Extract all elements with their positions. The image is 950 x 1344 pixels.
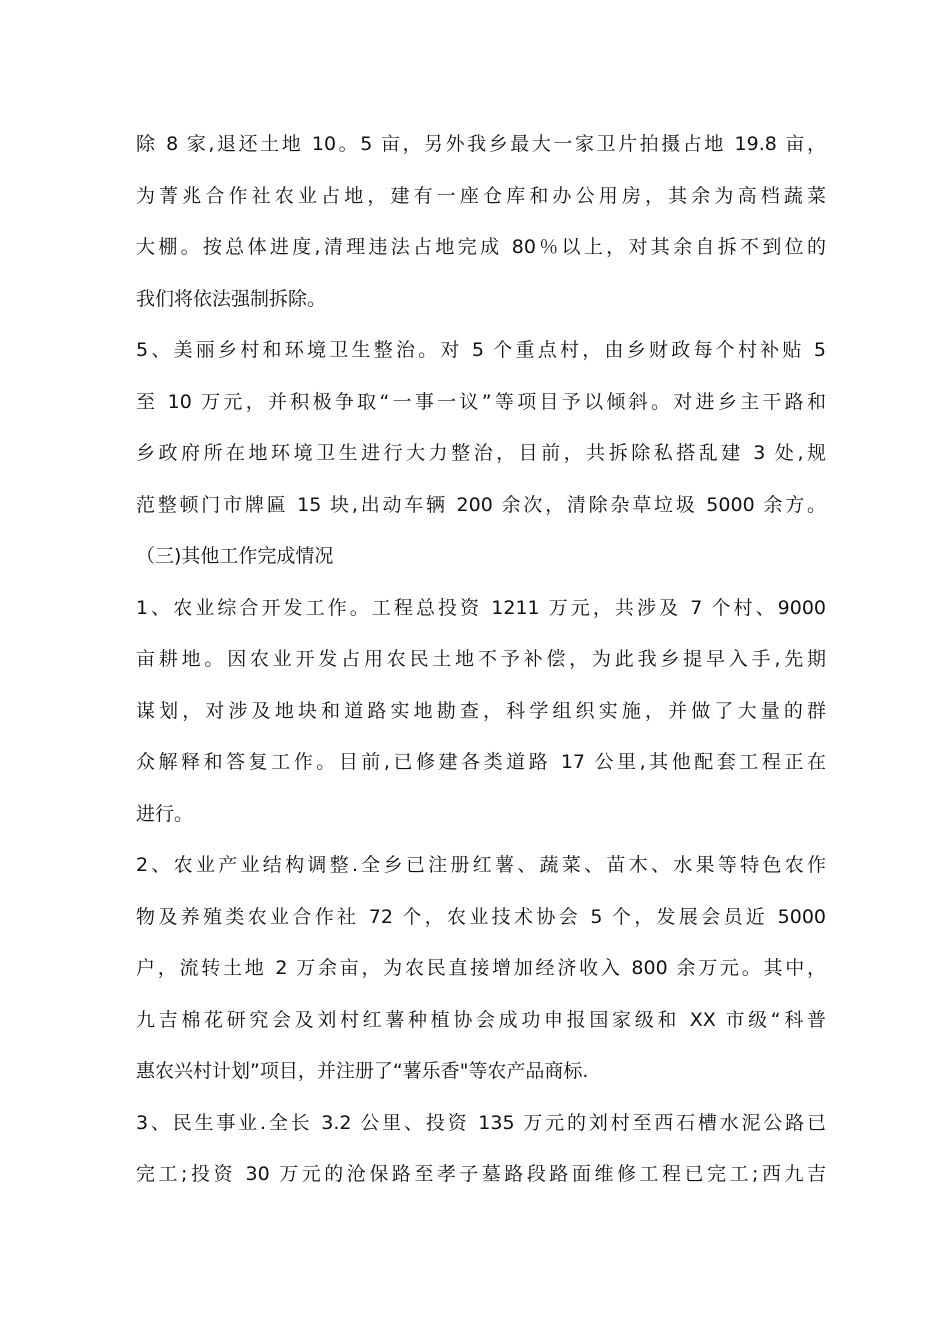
text-line: 3、民生事业.全长 3.2 公里、投资 135 万元的刘村至西石槽水泥公路已 xyxy=(136,1111,826,1134)
text-line: 谋划，对涉及地块和道路实地勘查，科学组织实施，并做了大量的群 xyxy=(136,699,826,722)
document-body xyxy=(136,119,826,1201)
text-line: 5、美丽乡村和环境卫生整治。对 5 个重点村，由乡财政每个村补贴 5 xyxy=(136,339,826,361)
text-line: 物及养殖类农业合作社 72 个，农业技术协会 5 个，发展会员近 5000 xyxy=(136,905,826,928)
text-line: 进行。 xyxy=(136,802,194,825)
text-line: 至 10 万元，并积极争取“一事一议”等项目予以倾斜。对进乡主干路和 xyxy=(136,390,826,413)
text-line: 范整顿门市牌匾 15 块,出动车辆 200 余次，清除杂草垃圾 5000 余方。 xyxy=(136,493,826,516)
text-line: 除 8 家,退还土地 10。5 亩，另外我乡最大一家卫片拍摄占地 19.8 亩， xyxy=(136,133,826,155)
text-line: 众解释和答复工作。目前,已修建各类道路 17 公里,其他配套工程正在 xyxy=(136,751,826,773)
text-line: 惠农兴村计划”项目，并注册了“薯乐香"等农产品商标. xyxy=(136,1060,589,1082)
text-line: 乡政府所在地环境卫生进行大力整治，目前，共拆除私搭乱建 3 处,规 xyxy=(136,442,826,464)
text-line: 九吉棉花研究会及刘村红薯种植协会成功申报国家级和 XX 市级“科普 xyxy=(136,1008,826,1031)
text-line: 大棚。按总体进度,清理违法占地完成 80％以上，对其余自拆不到位的 xyxy=(136,236,826,258)
section-heading: （三)其他工作完成情况 xyxy=(136,545,334,567)
text-line: 户，流转土地 2 万余亩，为农民直接增加经济收入 800 余万元。其中， xyxy=(136,957,826,979)
text-line: 亩耕地。因农业开发占用农民土地不予补偿，为此我乡提早入手,先期 xyxy=(136,648,826,670)
text-line: 1、农业综合开发工作。工程总投资 1211 万元，共涉及 7 个村、9000 xyxy=(136,596,826,619)
text-line: 为菁兆合作社农业占地，建有一座仓库和办公用房，其余为高档蔬菜 xyxy=(136,184,826,207)
text-line: 2、农业产业结构调整.全乡已注册红薯、蔬菜、苗木、水果等特色农作 xyxy=(136,854,826,876)
text-line: 我们将依法强制拆除。 xyxy=(136,287,327,310)
text-line: 完工;投资 30 万元的沧保路至孝子墓路段路面维修工程已完工;西九吉 xyxy=(136,1163,826,1185)
